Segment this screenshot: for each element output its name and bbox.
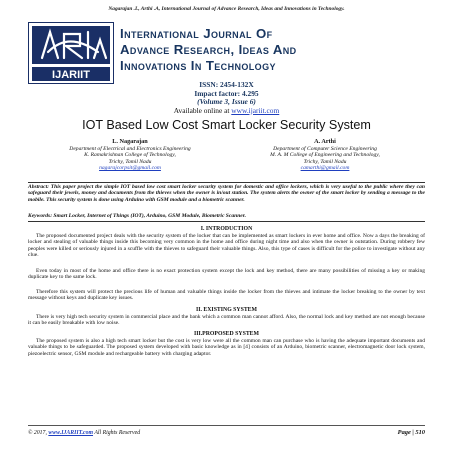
journal-name: [120, 26, 430, 75]
author-2-name: A. Arthi: [314, 138, 336, 145]
paper-title: IOT Based Low Cost Smart Locker Security System: [82, 118, 371, 132]
divider-bottom: [28, 221, 425, 222]
existing-paragraph-1: There is very high tech security system in commercial place and the bank which a common man cannot afford. Also, the normal lock and key method are not enough because it can be easily breakable with low noise.: [28, 314, 425, 327]
intro-paragraph-1: The proposed documented project deals with the security system of the locker that can be implemented as smart lockers in ever home and office. Now a days the breaking of locker and stealing of valuable things inside this becoming very common in the home and office during night time and also when the owner is outstation. During robbery few peoples were killed or seriously injured in a scuffle with the thieves to safeguard their valuable things. Also, this type of cases is difficult for the police to investigate without any clue.: [28, 233, 425, 259]
footer-divider: [28, 425, 425, 426]
author-1: [30, 139, 230, 172]
volume-issue: (Volume 3, Issue 6): [197, 97, 256, 106]
author-2-email[interactable]: camarthi@gmail.com: [300, 165, 350, 172]
author-1-college: K. Ramakrishnan College of Technology,: [84, 152, 176, 159]
ijariit-logo: [28, 22, 114, 84]
author-1-email[interactable]: nagarajcorpsit@gmail.com: [99, 165, 161, 172]
author-2-college: M. A. M College of Engineering and Technology,: [270, 152, 380, 159]
available-online-label: Available online at: [173, 105, 232, 115]
section-heading-introduction: I. INTRODUCTION: [200, 226, 253, 232]
journal-name-line-2: Advance Research, Ideas And: [120, 42, 297, 58]
intro-paragraph-3: Therefore this system will protect the precious life of human and valuable things inside the locker from the thieves and intimate the locker breaking to the owner by text message without keys and duplicate key issues.: [28, 289, 425, 302]
journal-website-link[interactable]: www.ijariit.com: [231, 105, 280, 115]
issn: ISSN: 2454-132X: [199, 80, 254, 89]
author-2: [225, 139, 425, 172]
footer-site-link[interactable]: www.IJARIIT.com: [48, 430, 94, 436]
divider-top: [28, 182, 425, 183]
abstract: Abstract: This paper project the simple IOT based low cost smart locker security system for domestic and office lockers, which is very useful to the public where they can safeguard their jewels, money and documents from the thieves when the owner is in/out station. The system alerts the owner of the smart locker by sending a message to the mobile. This security system is done using Arduino with GSM module and a biometric scanner.: [28, 184, 425, 203]
author-2-department: Department of Computer Science Engineering: [273, 145, 377, 152]
author-2-location: Trichy, Tamil Nadu: [303, 158, 347, 165]
section-heading-existing-system: II. EXISTING SYSTEM: [195, 307, 258, 313]
intro-paragraph-2: Even today in most of the home and office there is no exact protection system except the lock and key method, there are many possibilities of missing a key or making duplicate key to the same lock.: [28, 268, 425, 281]
author-1-department: Department of Electrical and Electronics Engineering: [69, 145, 191, 152]
author-1-location: Trichy, Tamil Nadu: [108, 158, 152, 165]
page-number: Page | 510: [397, 429, 425, 436]
keywords: Keywords: Smart Locker, Internet of Things (IOT), Arduino, GSM Module, Biometric Scanner.: [28, 213, 246, 219]
footer-copyright-prefix: © 2017,: [28, 430, 49, 436]
section-heading-proposed-system: III.PROPOSED SYSTEM: [193, 331, 260, 337]
running-head: Nagarajan .L, Arthi .A, International Journal of Advance Research, Ideas and Innovations in Technology.: [108, 6, 345, 12]
footer-copyright-suffix: All Rights Reserved: [93, 430, 141, 436]
proposed-paragraph-1: The proposed system is also a high tech smart locker but the cost is very low were all the common man can purchase who is having the adequate important documents and valuable things to be safeguarded. The proposed system developed with basic knowledge as in [4] consists of an Arduino, biometric scanner, electromagnetic door lock system, piezoelectric sensor, GSM module and rechargeable battery with charging adaptor.: [28, 338, 425, 357]
logo-text: IJARIIT: [52, 69, 90, 81]
footer-copyright: [28, 430, 140, 436]
journal-name-line-3: Innovations In Technology: [120, 58, 276, 74]
available-online: [0, 107, 453, 115]
journal-name-line-1: International Journal Of: [120, 26, 273, 41]
author-1-name: L. Nagarajan: [112, 138, 148, 145]
impact-factor: Impact factor: 4.295: [194, 88, 259, 98]
